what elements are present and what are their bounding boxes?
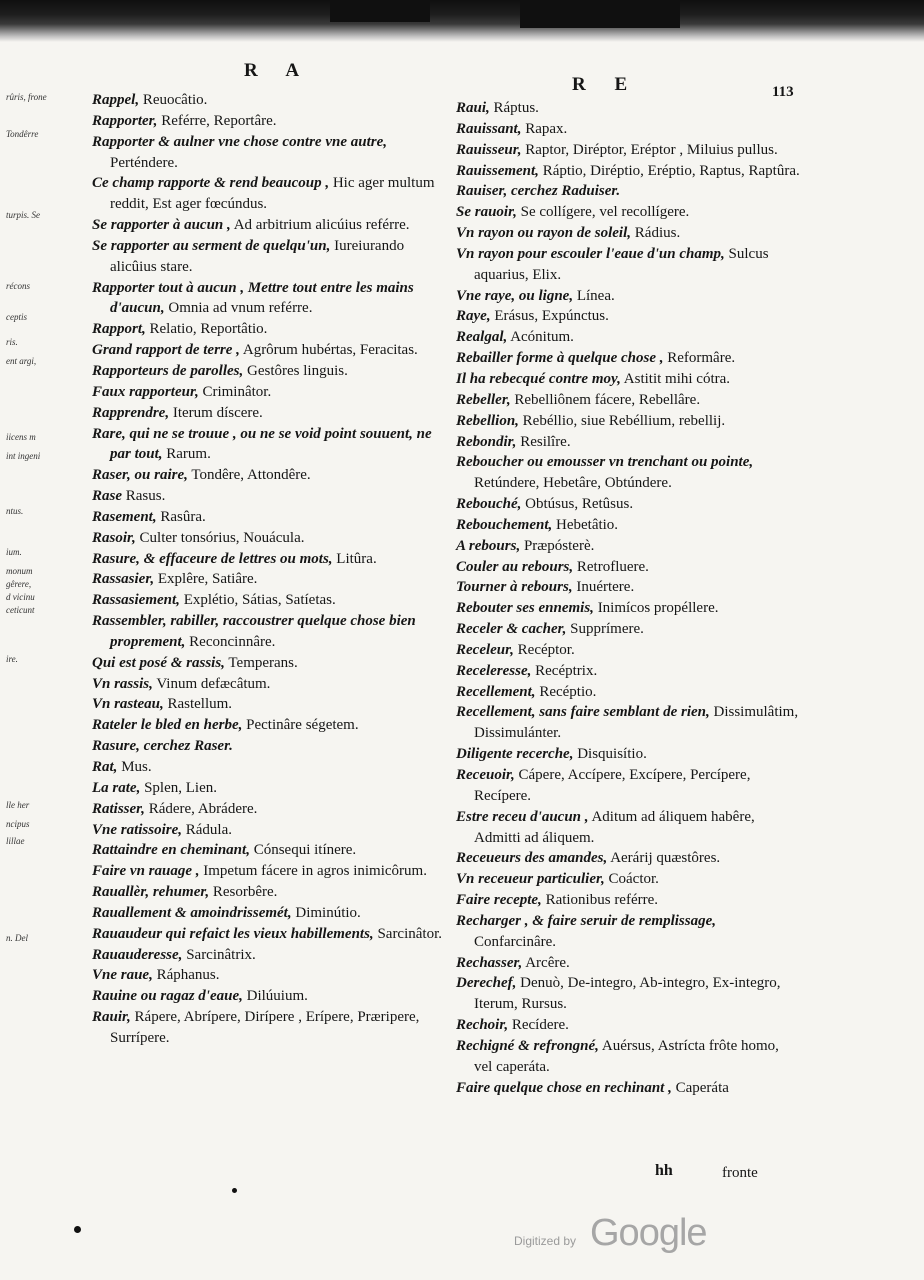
margin-note: récons bbox=[6, 281, 30, 291]
entry-headword: Rapport, bbox=[92, 321, 146, 338]
margin-note: ire. bbox=[6, 654, 18, 664]
entry-translation: Rasûra. bbox=[160, 508, 206, 525]
margin-note: ium. bbox=[6, 547, 22, 557]
margin-note: ncipus bbox=[6, 819, 30, 829]
entry-translation: Recídere. bbox=[511, 1017, 569, 1034]
entry-translation: Línea. bbox=[576, 287, 615, 304]
entry-translation: Omnia ad vnum reférre. bbox=[168, 300, 313, 317]
dictionary-entry bbox=[92, 132, 442, 174]
entry-translation: Rebéllio, siue Rebéllium, rebellij. bbox=[522, 412, 726, 429]
dictionary-entry bbox=[92, 278, 442, 320]
entry-translation: Coáctor. bbox=[608, 871, 659, 888]
entry-headword: Rassembler, rabiller, raccoustrer quelque chose bien proprement, bbox=[92, 613, 416, 650]
entry-translation: Reuocâtio. bbox=[142, 92, 208, 108]
entry-headword: Rebondir, bbox=[456, 433, 517, 450]
entry-headword: Rapprendre, bbox=[92, 404, 170, 421]
entry-translation: Denuò, De-integro, Ab-integro, Ex-integro, Iterum, Rursus. bbox=[474, 975, 781, 1013]
entry-headword: Rauallèr, rehumer, bbox=[92, 884, 210, 901]
entry-headword: A rebours, bbox=[456, 537, 521, 554]
entry-headword: Rebailler forme à quelque chose , bbox=[456, 350, 664, 367]
entry-translation: Recéptio. bbox=[539, 683, 597, 700]
entry-translation: Iureiurando alicûius stare. bbox=[110, 237, 405, 275]
catchword: fronte bbox=[722, 1165, 758, 1181]
dictionary-entry bbox=[92, 590, 442, 611]
dictionary-entry bbox=[456, 286, 800, 307]
entry-translation: Cónsequi itínere. bbox=[253, 842, 357, 859]
entry-translation: Relatio, Reportâtio. bbox=[149, 321, 268, 338]
dictionary-entry bbox=[456, 702, 800, 744]
dictionary-entry bbox=[92, 549, 442, 570]
entry-translation: Arcêre. bbox=[525, 954, 570, 971]
entry-translation: Agrôrum hubértas, Feracitas. bbox=[242, 342, 418, 359]
entry-headword: Rassasiement, bbox=[92, 592, 180, 609]
entry-headword: Se rapporter à aucun , bbox=[92, 217, 231, 234]
entry-translation: Explétio, Sátias, Satíetas. bbox=[183, 592, 336, 609]
dictionary-entry bbox=[456, 682, 800, 703]
marginalia-left-top bbox=[6, 92, 68, 367]
dictionary-entry bbox=[92, 486, 442, 507]
dictionary-entry bbox=[92, 361, 442, 382]
dictionary-entry bbox=[92, 757, 442, 778]
entry-translation: Recéptrix. bbox=[535, 662, 598, 679]
entry-headword: Recellement, bbox=[456, 683, 536, 700]
entry-headword: Realgal, bbox=[456, 329, 508, 346]
entry-translation: Rápere, Abrípere, Dirípere , Erípere, Præripere, Surrípere. bbox=[110, 1009, 420, 1046]
dictionary-entry bbox=[92, 507, 442, 528]
margin-note: ntus. bbox=[6, 506, 24, 516]
entry-headword: Rassasier, bbox=[92, 571, 155, 588]
margin-note: d vicinu bbox=[6, 592, 35, 602]
entry-translation: Impetum fácere in agros inimicôrum. bbox=[203, 863, 427, 880]
dictionary-entry bbox=[456, 1078, 800, 1099]
entry-headword: Faux rapporteur, bbox=[92, 383, 199, 400]
entry-translation: Ráphanus. bbox=[156, 967, 220, 984]
entry-headword: Recellement, sans faire semblant de rien, bbox=[456, 704, 710, 721]
entry-translation: Rádere, Abrádere. bbox=[148, 800, 258, 817]
dictionary-entry bbox=[92, 715, 442, 736]
running-head-left: R A bbox=[244, 60, 312, 81]
entry-headword: Rauir, bbox=[92, 1009, 131, 1026]
dictionary-entry bbox=[92, 403, 442, 424]
entry-headword: Rauissant, bbox=[456, 120, 522, 137]
dictionary-entry bbox=[456, 557, 800, 578]
dictionary-entry bbox=[92, 820, 442, 841]
margin-note: ent argi, bbox=[6, 356, 37, 366]
running-head-right: R E bbox=[572, 74, 640, 95]
margin-note: rûris, frone bbox=[6, 92, 47, 102]
entry-headword: Il ha rebecqué contre moy, bbox=[456, 370, 621, 387]
margin-note: turpis. Se bbox=[6, 210, 41, 220]
margin-note: gêrere, bbox=[6, 579, 32, 589]
entry-headword: Rapporter tout à aucun , Mettre tout entre les mains d'aucun, bbox=[92, 279, 414, 317]
entry-headword: Raser, ou raire, bbox=[92, 467, 188, 484]
entry-translation: Hic ager multum reddit, Est ager fœcúndus. bbox=[110, 175, 435, 213]
entry-headword: Receler & cacher, bbox=[456, 621, 567, 638]
dictionary-entry bbox=[456, 1036, 800, 1078]
entry-headword: Rauallement & amoindrissemét, bbox=[92, 904, 292, 921]
entry-headword: Se rapporter au serment de quelqu'un, bbox=[92, 237, 331, 254]
entry-translation: Criminâtor. bbox=[202, 383, 272, 400]
dictionary-entry bbox=[92, 465, 442, 486]
entry-translation: Reformâre. bbox=[667, 350, 736, 367]
entry-translation: Perténdere. bbox=[110, 154, 178, 171]
dictionary-entry bbox=[92, 924, 442, 945]
entry-translation: Rasus. bbox=[125, 488, 166, 505]
dictionary-entry bbox=[456, 140, 800, 161]
entry-headword: Reboucher ou emousser vn trenchant ou pointe, bbox=[456, 454, 754, 471]
entry-headword: Rauine ou ragaz d'eaue, bbox=[92, 988, 243, 1005]
dictionary-entry bbox=[456, 494, 800, 515]
entry-headword: Rare, qui ne se trouue , ou ne se void point souuent, ne par tout, bbox=[92, 425, 432, 463]
entry-headword: Couler au rebours, bbox=[456, 558, 574, 575]
entry-headword: Receueurs des amandes, bbox=[456, 850, 608, 867]
dictionary-entry bbox=[456, 348, 800, 369]
entry-headword: Ratisser, bbox=[92, 800, 145, 817]
dictionary-entry bbox=[456, 911, 800, 953]
dictionary-entry bbox=[92, 986, 442, 1007]
entry-headword: Rapporter & aulner vne chose contre vne autre, bbox=[92, 133, 387, 150]
dictionary-entry bbox=[456, 536, 800, 557]
dictionary-entry bbox=[92, 694, 442, 715]
entry-headword: Faire vn rauage , bbox=[92, 863, 200, 880]
entry-translation: Aerárij quæstôres. bbox=[610, 850, 721, 867]
dictionary-entry bbox=[92, 215, 442, 236]
entry-headword: Vn rassis, bbox=[92, 675, 153, 692]
entry-headword: Receleresse, bbox=[456, 662, 532, 679]
entry-headword: Vn receueur particulier, bbox=[456, 871, 605, 888]
entry-translation: Raptor, Diréptor, Eréptor , Miluius pullus. bbox=[525, 141, 778, 158]
entry-translation: Pectinâre ségetem. bbox=[246, 717, 359, 734]
dictionary-entry bbox=[456, 890, 800, 911]
margin-note: int ingeni bbox=[6, 451, 41, 461]
entry-headword: Rechigné & refrongné, bbox=[456, 1037, 599, 1054]
entry-headword: Rat, bbox=[92, 759, 118, 775]
entry-headword: Estre receu d'aucun , bbox=[456, 808, 589, 825]
dictionary-entry bbox=[92, 424, 442, 466]
dictionary-column-left bbox=[92, 90, 442, 1049]
entry-headword: Vn rayon ou rayon de soleil, bbox=[456, 225, 632, 242]
margin-note: Tondêrre bbox=[6, 129, 39, 139]
entry-translation: Dilúuium. bbox=[246, 988, 308, 1005]
entry-headword: Rasoir, bbox=[92, 529, 136, 546]
signature-mark: hh bbox=[655, 1162, 673, 1179]
entry-headword: Grand rapport de terre , bbox=[92, 342, 240, 359]
dictionary-entry bbox=[92, 90, 442, 111]
margin-note: lle her bbox=[6, 800, 30, 810]
entry-headword: Rebellion, bbox=[456, 412, 519, 429]
dictionary-entry bbox=[456, 98, 800, 119]
dictionary-entry bbox=[456, 411, 800, 432]
dictionary-entry bbox=[92, 965, 442, 986]
entry-headword: Rebouchement, bbox=[456, 516, 553, 533]
dictionary-entry bbox=[456, 244, 800, 286]
marginalia-left-bottom bbox=[6, 800, 68, 944]
entry-headword: Rauauderesse, bbox=[92, 946, 183, 963]
dictionary-entry bbox=[92, 736, 442, 757]
dictionary-column-right bbox=[456, 98, 800, 1099]
dictionary-entry bbox=[92, 173, 442, 215]
entry-translation: Ad arbitrium alicúius reférre. bbox=[233, 217, 410, 234]
dictionary-entry bbox=[92, 674, 442, 695]
entry-headword: Rattaindre en cheminant, bbox=[92, 842, 250, 859]
dictionary-entry bbox=[456, 306, 800, 327]
dictionary-entry bbox=[92, 1007, 442, 1049]
entry-translation: Aditum ad áliquem habêre, Admitti ad áliquem. bbox=[474, 808, 755, 846]
entry-headword: Faire quelque chose en rechinant , bbox=[456, 1079, 672, 1096]
entry-translation: Resorbêre. bbox=[212, 884, 278, 901]
entry-headword: Rasure, cerchez Raser. bbox=[92, 738, 233, 755]
entry-translation: Hebetâtio. bbox=[556, 516, 619, 533]
ink-speck bbox=[232, 1188, 237, 1193]
entry-translation: Explêre, Satiâre. bbox=[157, 571, 258, 588]
entry-translation: Rádula. bbox=[185, 821, 233, 838]
dictionary-entry bbox=[92, 840, 442, 861]
entry-translation: Reconcinnâre. bbox=[189, 633, 276, 650]
margin-note: monum bbox=[6, 566, 33, 576]
dictionary-entry bbox=[456, 577, 800, 598]
entry-translation: Acónitum. bbox=[510, 329, 574, 346]
entry-headword: Raye, bbox=[456, 308, 491, 325]
entry-headword: Rauisseur, bbox=[456, 141, 522, 158]
entry-translation: Inuértere. bbox=[576, 579, 635, 596]
entry-headword: Rebeller, bbox=[456, 391, 511, 408]
entry-headword: Rateler le bled en herbe, bbox=[92, 717, 243, 734]
entry-translation: Obtúsus, Retûsus. bbox=[525, 496, 634, 513]
dictionary-entry bbox=[456, 202, 800, 223]
entry-translation: Mus. bbox=[121, 759, 152, 775]
entry-headword: Vne ratissoire, bbox=[92, 821, 183, 838]
entry-headword: La rate, bbox=[92, 779, 141, 796]
entry-translation: Resilîre. bbox=[520, 433, 571, 450]
entry-translation: Sulcus aquarius, Elix. bbox=[474, 245, 769, 283]
entry-translation: Confarcinâre. bbox=[474, 933, 557, 950]
ink-blot-top-right bbox=[520, 0, 680, 28]
entry-translation: Rapax. bbox=[525, 120, 568, 137]
dictionary-entry bbox=[92, 882, 442, 903]
margin-note: ceticunt bbox=[6, 605, 35, 615]
dictionary-entry bbox=[456, 661, 800, 682]
entry-headword: Raui, bbox=[456, 100, 490, 116]
margin-note: n. Del bbox=[6, 933, 28, 943]
entry-translation: Sarcinâtrix. bbox=[186, 946, 256, 963]
entry-translation: Recéptor. bbox=[517, 641, 575, 658]
entry-headword: Derechef, bbox=[456, 975, 517, 992]
entry-headword: Vn rayon pour escouler l'eaue d'un champ, bbox=[456, 245, 725, 262]
entry-translation: Rebelliônem fácere, Rebellâre. bbox=[514, 391, 701, 408]
entry-translation: Gestôres linguis. bbox=[247, 362, 348, 379]
dictionary-entry bbox=[456, 432, 800, 453]
dictionary-entry bbox=[456, 161, 800, 182]
entry-translation: Rarum. bbox=[166, 446, 211, 463]
entry-translation: Splen, Lien. bbox=[144, 779, 217, 796]
dictionary-entry bbox=[92, 653, 442, 674]
ink-speck bbox=[74, 1226, 81, 1233]
entry-headword: Rasement, bbox=[92, 508, 157, 525]
margin-note: lillae bbox=[6, 836, 25, 846]
dictionary-entry bbox=[92, 903, 442, 924]
dictionary-entry bbox=[456, 369, 800, 390]
dictionary-entry bbox=[92, 319, 442, 340]
entry-translation: Cápere, Accípere, Excípere, Percípere, Recípere. bbox=[474, 767, 751, 804]
entry-translation: Culter tonsórius, Nouácula. bbox=[139, 529, 305, 546]
margin-note: ceptis bbox=[6, 312, 27, 322]
entry-headword: Rapporteurs de parolles, bbox=[92, 362, 244, 379]
dictionary-entry bbox=[456, 452, 800, 494]
dictionary-entry bbox=[456, 973, 800, 1015]
dictionary-entry bbox=[456, 807, 800, 849]
watermark-google-logo: Google bbox=[590, 1212, 707, 1254]
entry-translation: Rádius. bbox=[634, 225, 681, 242]
dictionary-entry bbox=[456, 327, 800, 348]
entry-headword: Rauissement, bbox=[456, 162, 539, 179]
entry-translation: Dissimulâtim, Dissimulánter. bbox=[474, 704, 799, 742]
dictionary-entry bbox=[456, 119, 800, 140]
entry-headword: Rasure, & effaceure de lettres ou mots, bbox=[92, 550, 333, 567]
entry-headword: Qui est posé & rassis, bbox=[92, 654, 225, 671]
entry-headword: Rauiser, cerchez Raduiser. bbox=[456, 183, 621, 200]
margin-note: ris. bbox=[6, 337, 18, 347]
entry-translation: Astitit mihi cótra. bbox=[623, 370, 731, 387]
entry-headword: Recharger , & faire seruir de remplissage, bbox=[456, 912, 716, 929]
entry-headword: Rase bbox=[92, 488, 122, 505]
page-number: 113 bbox=[772, 84, 794, 100]
entry-headword: Vne raue, bbox=[92, 967, 153, 984]
entry-headword: Diligente recerche, bbox=[456, 746, 574, 763]
entry-headword: Tourner à rebours, bbox=[456, 579, 573, 596]
entry-translation: Inimícos propéllere. bbox=[597, 600, 719, 617]
dictionary-entry bbox=[456, 181, 800, 202]
dictionary-entry bbox=[92, 611, 442, 653]
entry-translation: Rastellum. bbox=[167, 696, 233, 713]
dictionary-entry bbox=[92, 799, 442, 820]
entry-headword: Faire recepte, bbox=[456, 892, 542, 909]
dictionary-entry bbox=[456, 765, 800, 807]
dictionary-entry bbox=[92, 382, 442, 403]
entry-translation: Ráptus. bbox=[493, 100, 539, 116]
dictionary-entry bbox=[92, 111, 442, 132]
entry-translation: Iterum díscere. bbox=[172, 404, 263, 421]
entry-headword: Rechoir, bbox=[456, 1017, 509, 1034]
entry-headword: Receleur, bbox=[456, 641, 514, 658]
entry-headword: Rauaudeur qui refaict les vieux habillements, bbox=[92, 925, 374, 942]
entry-headword: Vne raye, ou ligne, bbox=[456, 287, 574, 304]
dictionary-entry bbox=[456, 390, 800, 411]
dictionary-entry bbox=[92, 945, 442, 966]
entry-headword: Vn rasteau, bbox=[92, 696, 164, 713]
dictionary-entry bbox=[456, 848, 800, 869]
dictionary-entry bbox=[92, 236, 442, 278]
entry-headword: Rechasser, bbox=[456, 954, 523, 971]
scan-top-shadow bbox=[0, 0, 924, 42]
dictionary-entry bbox=[92, 778, 442, 799]
entry-translation: Diminútio. bbox=[295, 904, 361, 921]
dictionary-entry bbox=[456, 640, 800, 661]
entry-translation: Caperáta bbox=[675, 1079, 729, 1096]
entry-translation: Auérsus, Astrícta frôte homo, vel caperáta. bbox=[474, 1037, 779, 1075]
entry-translation: Vinum defæcâtum. bbox=[156, 675, 271, 692]
entry-translation: Sarcinâtor. bbox=[377, 925, 443, 942]
dictionary-entry bbox=[456, 619, 800, 640]
entry-translation: Retúndere, Hebetâre, Obtúndere. bbox=[474, 475, 672, 492]
ink-blot-top-left bbox=[330, 0, 430, 22]
entry-headword: Se rauoir, bbox=[456, 204, 517, 221]
marginalia-left-middle bbox=[6, 432, 68, 665]
dictionary-entry bbox=[456, 515, 800, 536]
watermark-prefix: Digitized by bbox=[514, 1234, 577, 1248]
entry-translation: Erásus, Expúnctus. bbox=[494, 308, 609, 325]
dictionary-entry bbox=[456, 953, 800, 974]
entry-translation: Se collígere, vel recollígere. bbox=[520, 204, 690, 221]
dictionary-entry bbox=[456, 1015, 800, 1036]
dictionary-entry bbox=[92, 569, 442, 590]
dictionary-entry bbox=[92, 340, 442, 361]
entry-translation: Disquisítio. bbox=[577, 746, 647, 763]
entry-headword: Rebouter ses ennemis, bbox=[456, 600, 594, 617]
entry-translation: Temperans. bbox=[228, 654, 298, 671]
entry-translation: Retrofluere. bbox=[576, 558, 649, 575]
dictionary-entry bbox=[456, 223, 800, 244]
entry-headword: Receuoir, bbox=[456, 767, 515, 783]
entry-translation: Supprímere. bbox=[570, 621, 644, 638]
entry-translation: Rationibus reférre. bbox=[545, 892, 659, 909]
dictionary-entry bbox=[456, 869, 800, 890]
entry-headword: Rapporter, bbox=[92, 112, 158, 129]
entry-headword: Rappel, bbox=[92, 92, 140, 108]
entry-translation: Tondêre, Attondêre. bbox=[191, 467, 311, 484]
entry-translation: Ráptio, Diréptio, Eréptio, Raptus, Raptûra. bbox=[542, 162, 800, 179]
entry-translation: Reférre, Reportâre. bbox=[161, 112, 277, 129]
entry-headword: Rebouché, bbox=[456, 496, 522, 513]
dictionary-entry bbox=[92, 528, 442, 549]
dictionary-entry bbox=[456, 744, 800, 765]
entry-headword: Ce champ rapporte & rend beaucoup , bbox=[92, 175, 330, 192]
entry-translation: Præpósterè. bbox=[523, 537, 595, 554]
entry-translation: Litûra. bbox=[336, 550, 377, 567]
dictionary-entry bbox=[92, 861, 442, 882]
dictionary-entry bbox=[456, 598, 800, 619]
margin-note: iicens m bbox=[6, 432, 36, 442]
